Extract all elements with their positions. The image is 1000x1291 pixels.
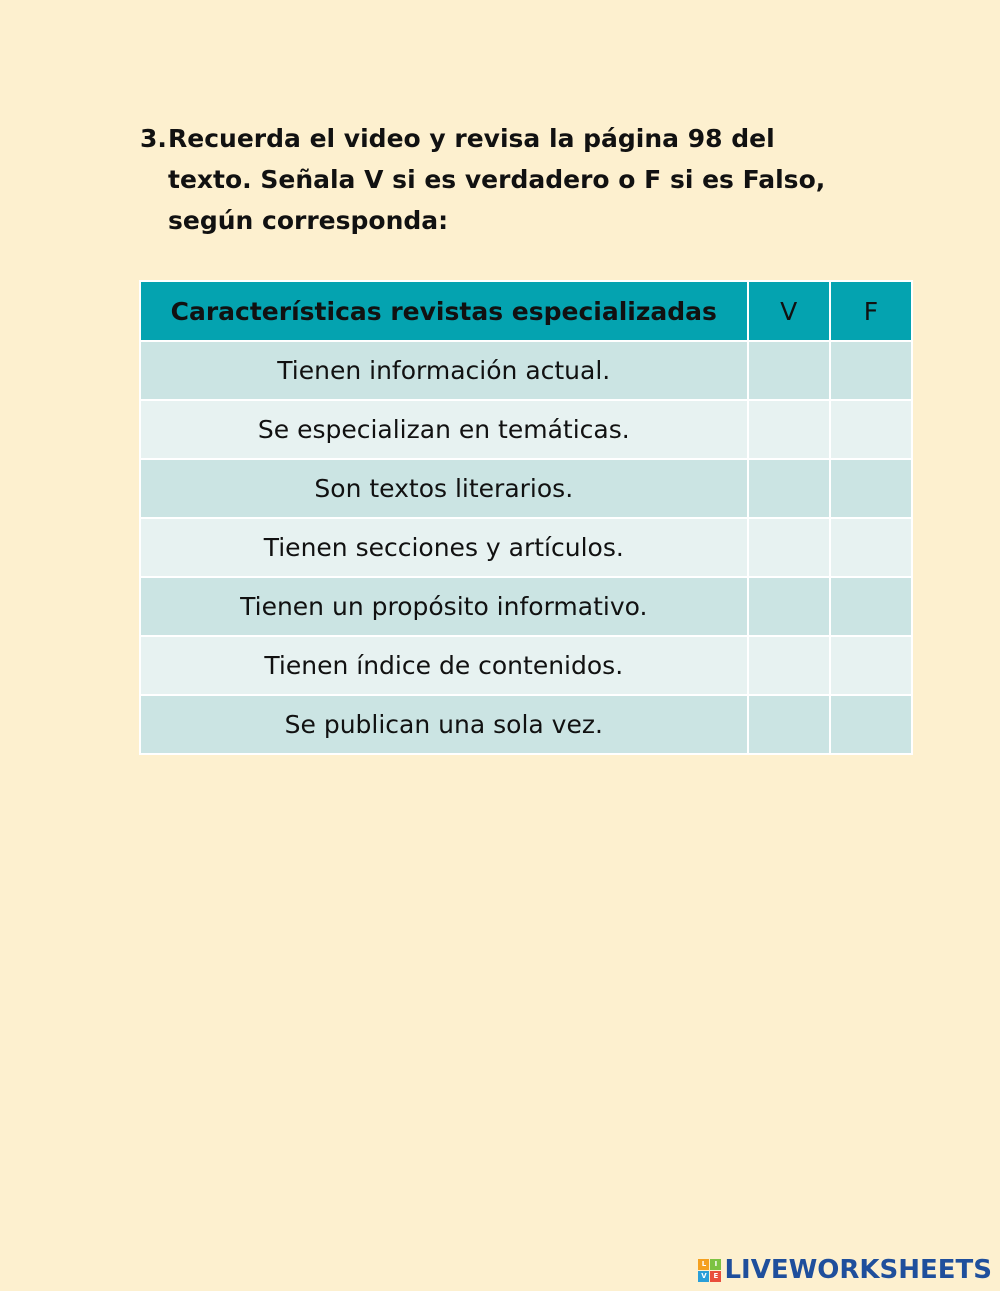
logo-block-e: E <box>710 1271 721 1282</box>
logo-block-v: V <box>698 1271 709 1282</box>
liveworksheets-logo-icon <box>698 1259 721 1282</box>
answer-cell-f[interactable] <box>830 695 912 754</box>
table-row <box>140 400 912 459</box>
row-statement: Tienen un propósito informativo. <box>140 577 748 636</box>
answer-cell-f[interactable] <box>830 459 912 518</box>
answer-cell-v[interactable] <box>748 341 830 400</box>
header-characteristics: Características revistas especializadas <box>140 281 748 341</box>
answer-cell-v[interactable] <box>748 577 830 636</box>
answer-cell-f[interactable] <box>830 341 912 400</box>
brand-name: LIVEWORKSHEETS <box>724 1255 992 1285</box>
table-row <box>140 695 912 754</box>
answer-cell-f[interactable] <box>830 636 912 695</box>
instruction-line-3: según corresponda: <box>168 206 449 235</box>
table-row <box>140 518 912 577</box>
table-row <box>140 577 912 636</box>
question-number: 3. <box>140 124 167 153</box>
true-false-table <box>139 280 913 755</box>
liveworksheets-brand[interactable] <box>698 1255 992 1285</box>
logo-block-i: I <box>710 1259 721 1270</box>
instruction-line-1: Recuerda el video y revisa la página 98 del <box>168 124 775 153</box>
table-row <box>140 341 912 400</box>
answer-cell-v[interactable] <box>748 459 830 518</box>
logo-block-l: L <box>698 1259 709 1270</box>
row-statement: Tienen información actual. <box>140 341 748 400</box>
answer-cell-v[interactable] <box>748 400 830 459</box>
header-true: V <box>748 281 830 341</box>
answer-cell-f[interactable] <box>830 518 912 577</box>
header-false: F <box>830 281 912 341</box>
row-statement: Tienen secciones y artículos. <box>140 518 748 577</box>
answer-cell-v[interactable] <box>748 518 830 577</box>
row-statement: Se publican una sola vez. <box>140 695 748 754</box>
table-row <box>140 636 912 695</box>
answer-cell-v[interactable] <box>748 636 830 695</box>
answer-cell-f[interactable] <box>830 577 912 636</box>
instruction-block <box>140 118 858 241</box>
instruction-line-2: texto. Señala V si es verdadero o F si es Falso, <box>168 165 826 194</box>
table-row <box>140 459 912 518</box>
answer-cell-f[interactable] <box>830 400 912 459</box>
answer-cell-v[interactable] <box>748 695 830 754</box>
table-header-row <box>140 281 912 341</box>
row-statement: Se especializan en temáticas. <box>140 400 748 459</box>
row-statement: Tienen índice de contenidos. <box>140 636 748 695</box>
row-statement: Son textos literarios. <box>140 459 748 518</box>
